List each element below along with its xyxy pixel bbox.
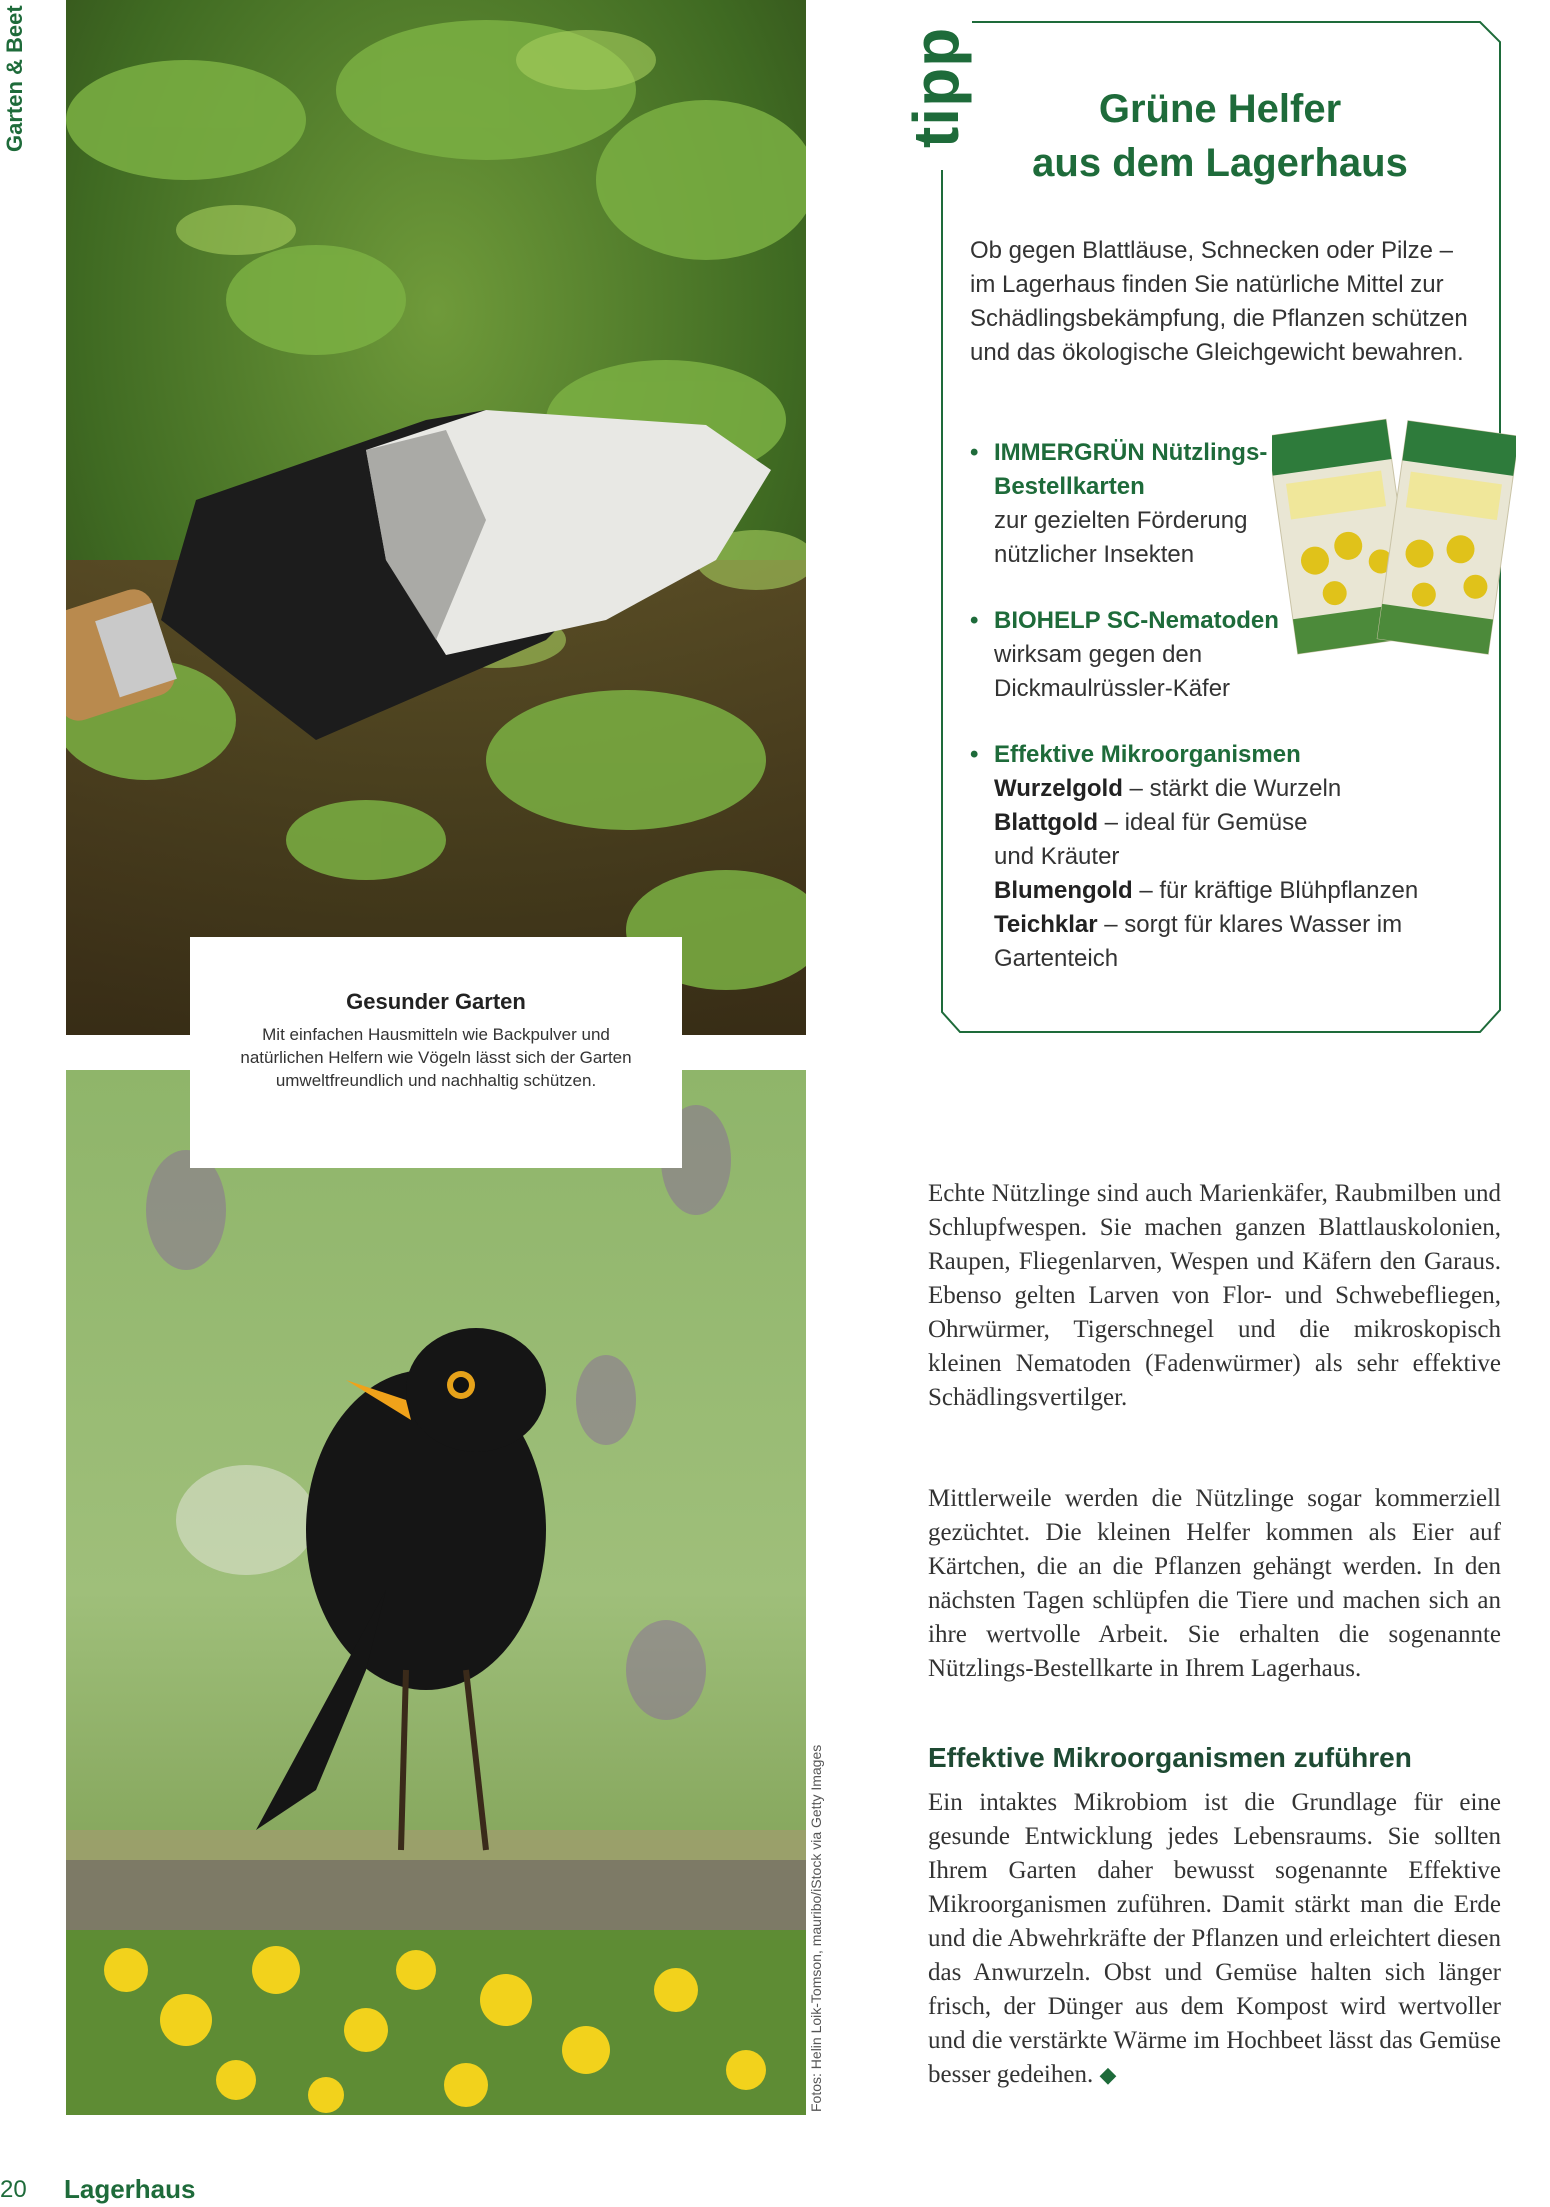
product-desc: – für kräftige Blühpflanzen bbox=[1132, 877, 1419, 904]
section-heading: Effektive Mikroorganismen zuführen bbox=[928, 1742, 1412, 1773]
caption-text: Mit einfachen Hausmitteln wie Backpulver und natürlichen Helfern wie Vögeln lässt sich der Garten umweltfreundlich und nachhaltig schützen. bbox=[240, 1025, 632, 1090]
body-paragraph: Echte Nützlinge sind auch Marienkäfer, Raubmilben und Schlupfwespen. Sie machen ganzen Blattlauskolonien, Raupen, Fliegenlarven, Wespen und Käfern den Garaus. Ebenso gelten Larven von Flor- und Schwebefliegen, Ohrwürmer, Tigerschnegel und die mikroskopisch kleinen Nematoden (Fadenwürmer) als sehr effektive Schädlingsvertilger. bbox=[928, 1180, 1501, 1411]
product-desc: – ideal für Gemüse und Kräuter bbox=[994, 809, 1308, 870]
product-name: Teichklar bbox=[994, 911, 1098, 938]
bullet-item bbox=[970, 738, 1494, 976]
diamond-end-icon: ◆ bbox=[1099, 2062, 1117, 2087]
tipp-intro: Ob gegen Blattläuse, Schnecken oder Pilze – im Lagerhaus finden Sie natürliche Mittel zur Schädlingsbekämpfung, die Pflanzen schützen und das ökologische Gleichgewicht bewahren. bbox=[970, 237, 1468, 366]
product-cards-image bbox=[1272, 408, 1516, 668]
bullet-dot-icon: • bbox=[970, 741, 979, 768]
photo-blackbird bbox=[66, 1070, 806, 2115]
bullet-dot-icon: • bbox=[970, 607, 979, 634]
product-name: Blumengold bbox=[994, 877, 1133, 904]
caption-title: Gesunder Garten bbox=[346, 989, 526, 1014]
section-label bbox=[0, 0, 28, 160]
page-number: 20 bbox=[0, 2176, 27, 2203]
section-label-text: Garten & Beet bbox=[2, 5, 27, 152]
bullet-dot-icon: • bbox=[970, 439, 979, 466]
bullet-text: wirksam gegen den Dickmaulrüssler-Käfer bbox=[994, 641, 1231, 702]
bullet-item bbox=[970, 436, 1294, 572]
body-paragraph-text: Ein intaktes Mikrobiom ist die Grundlage für eine gesunde Entwicklung jedes Lebensraums. Sie sollten Ihrem Garten daher bewusst sogenannte Effektive Mikroorganismen zuführen. Damit stärkt man die Erde und die Abwehrkräfte der Pflanzen und erleichtert diesen das Anwurzeln. Obst und Gemüse halten sich länger frisch, der Dünger aus dem Kompost wird wertvoller und die verstärkte Wärme im Hochbeet lässt das Gemüse besser gedeihen. bbox=[928, 1789, 1501, 2088]
tipp-title bbox=[1000, 82, 1440, 190]
bullet-heading: Effektive Mikroorganismen bbox=[994, 741, 1301, 768]
body-paragraph: Mittlerweile werden die Nützlinge sogar kommerziell gezüchtet. Die kleinen Helfer kommen als Eier auf Kärtchen, die an die Pflanzen gehängt werden. In den nächsten Tagen schlüpfen die Tiere und machen sich an ihre wertvolle Arbeit. Sie erhalten die sogenannte Nützlings-Bestellkarte in Ihrem Lagerhaus. bbox=[928, 1485, 1501, 1682]
photo-trowel bbox=[66, 0, 806, 1035]
bullet-text: zur gezielten Förderung nützlicher Insekten bbox=[994, 507, 1248, 568]
product-name: Wurzelgold bbox=[994, 775, 1123, 802]
bullet-heading: BIOHELP SC-Nematoden bbox=[994, 607, 1279, 634]
photo-credit: Fotos: Helin Loik-Tomson, mauribo/iStock via Getty Images bbox=[808, 1744, 824, 2112]
tipp-title-line1: Grüne Helfer bbox=[1098, 87, 1342, 131]
tipp-title-line2: aus dem Lagerhaus bbox=[1032, 141, 1408, 185]
photo-caption bbox=[190, 937, 682, 1168]
body-paragraph bbox=[928, 1786, 1501, 2092]
tipp-label: tipp bbox=[900, 26, 972, 148]
product-desc: – sorgt für klares Wasser im Gartenteich bbox=[994, 911, 1403, 972]
product-name: Blattgold bbox=[994, 809, 1098, 836]
footer-brand: Lagerhaus bbox=[64, 2174, 196, 2204]
bullet-heading: IMMERGRÜN Nützlings-Bestellkarten bbox=[994, 439, 1268, 500]
product-desc: – stärkt die Wurzeln bbox=[1122, 775, 1342, 802]
